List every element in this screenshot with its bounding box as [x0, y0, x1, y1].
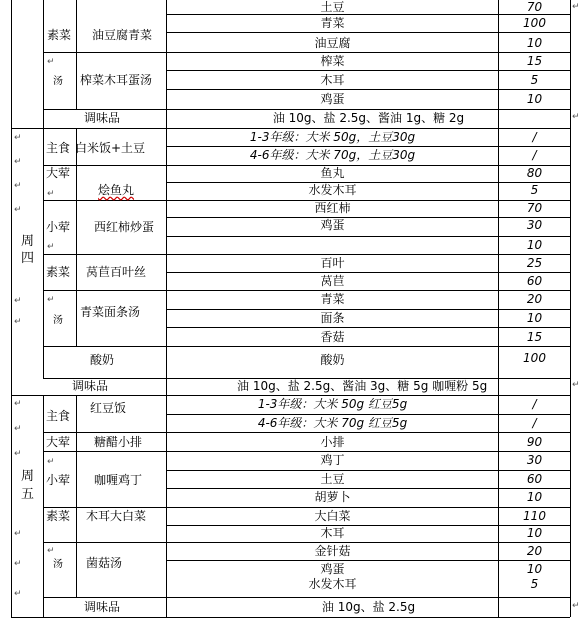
- amount-cell: 30: [526, 218, 543, 232]
- amount-cell: 70: [526, 0, 543, 14]
- amount-cell: /: [532, 416, 537, 430]
- amount-cell: /: [532, 148, 537, 162]
- ingredient-cell: 百叶: [320, 256, 345, 270]
- category-label: 汤: [53, 559, 63, 570]
- ingredient-cell: 西红柿: [314, 201, 351, 215]
- category-label: 汤: [53, 315, 63, 326]
- ingredient-cell: 4-6年级：大米 70g，土豆30g: [249, 148, 416, 162]
- dish-name: 油豆腐青菜: [92, 28, 153, 42]
- amount-cell: 5: [530, 577, 539, 591]
- dish-name: 咖喱鸡丁: [94, 473, 143, 487]
- seasoning-value: 油 10g、盐 2.5g、酱油 3g、糖 5g 咖喱粉 5g: [237, 379, 488, 393]
- paragraph-mark-icon: ↵: [47, 546, 55, 556]
- ingredient-cell: 鸡蛋: [320, 92, 345, 106]
- amount-cell: 5: [530, 183, 539, 197]
- dish-name: 木耳大白菜: [86, 509, 147, 523]
- ingredient-cell: 金针菇: [314, 544, 351, 558]
- ingredient-cell: 鱼丸: [320, 166, 345, 180]
- seasoning-label: 调味品: [84, 600, 121, 614]
- paragraph-mark-icon: ↵: [572, 380, 580, 390]
- dish-name: 烩鱼丸: [98, 183, 135, 197]
- amount-cell: 15: [526, 330, 543, 344]
- paragraph-mark-icon: ↵: [47, 295, 55, 305]
- seasoning-value: 油 10g、盐 2.5g: [321, 600, 416, 614]
- category-label: 汤: [53, 76, 63, 87]
- category-label: 素菜: [46, 265, 71, 279]
- ingredient-cell: 莴苣: [320, 274, 345, 288]
- paragraph-mark-icon: ↵: [14, 296, 22, 306]
- paragraph-mark-icon: ↵: [14, 424, 22, 434]
- paragraph-mark-icon: ↵: [572, 112, 580, 122]
- paragraph-mark-icon: ↵: [14, 181, 22, 191]
- category-label: 大荤: [46, 166, 71, 180]
- ingredient-cell: 鸡丁: [320, 453, 345, 467]
- dish-name: 菌菇汤: [86, 556, 123, 570]
- ingredient-cell: 鸡蛋: [320, 562, 345, 576]
- day-label: 四: [21, 251, 35, 266]
- amount-cell: /: [532, 130, 537, 144]
- paragraph-mark-icon: ↵: [14, 317, 22, 327]
- paragraph-mark-icon: ↵: [47, 189, 55, 199]
- amount-cell: 80: [526, 166, 543, 180]
- dish-name: 青菜面条汤: [80, 305, 141, 319]
- dish-name: 糖醋小排: [94, 435, 143, 449]
- ingredient-cell: 大白菜: [314, 509, 351, 523]
- amount-cell: 10: [526, 311, 543, 325]
- ingredient-cell: 1-3年级：大米 50g，土豆30g: [249, 130, 416, 144]
- paragraph-mark-icon: ↵: [14, 157, 22, 167]
- ingredient-cell: 油豆腐: [314, 36, 351, 50]
- seasoning-label: 调味品: [72, 379, 109, 393]
- ingredient-cell: 榨菜: [320, 54, 345, 68]
- amount-cell: 20: [526, 544, 543, 558]
- paragraph-mark-icon: ↵: [14, 449, 22, 459]
- seasoning-value: 油 10g、盐 2.5g、酱油 1g、糖 2g: [272, 111, 465, 125]
- amount-cell: 10: [526, 490, 543, 504]
- dish-name: 西红柿炒蛋: [94, 220, 155, 234]
- paragraph-mark-icon: ↵: [14, 559, 22, 569]
- ingredient-cell: 木耳: [320, 73, 345, 87]
- paragraph-mark-icon: ↵: [572, 2, 580, 12]
- dish-name: 莴苣百叶丝: [86, 265, 147, 279]
- category-label: 主食: [46, 409, 71, 423]
- amount-cell: /: [532, 397, 537, 411]
- amount-cell: 110: [523, 509, 546, 523]
- amount-cell: 70: [526, 201, 543, 215]
- day-label: 五: [21, 487, 35, 502]
- amount-cell: 90: [526, 435, 543, 449]
- amount-cell: 5: [530, 73, 539, 87]
- ingredient-cell: 胡萝卜: [314, 490, 351, 504]
- ingredient-cell: 1-3年级：大米 50g 红豆5g: [257, 397, 408, 411]
- category-label: 素菜: [47, 28, 72, 42]
- amount-cell: 100: [523, 16, 546, 30]
- ingredient-cell: 青菜: [320, 16, 345, 30]
- ingredient-cell: 酸奶: [320, 353, 345, 367]
- ingredient-cell: 木耳: [320, 526, 345, 540]
- amount-cell: 30: [526, 453, 543, 467]
- paragraph-mark-icon: ↵: [47, 457, 55, 467]
- day-label: 周: [21, 234, 35, 249]
- category-label: 大荤: [46, 435, 71, 449]
- ingredient-cell: 土豆: [320, 472, 345, 486]
- amount-cell: 20: [526, 292, 543, 306]
- paragraph-mark-icon: ↵: [14, 529, 22, 539]
- ingredient-cell: 青菜: [320, 292, 345, 306]
- amount-cell: 60: [526, 274, 543, 288]
- dish-name: 白米饭+土豆: [75, 141, 146, 155]
- amount-cell: 10: [526, 92, 543, 106]
- amount-cell: 10: [526, 238, 543, 252]
- paragraph-mark-icon: ↵: [572, 601, 580, 611]
- paragraph-mark-icon: ↵: [47, 242, 55, 252]
- amount-cell: 10: [526, 562, 543, 576]
- ingredient-cell: 土豆: [320, 0, 345, 14]
- category-label: 小荤: [46, 473, 71, 487]
- amount-cell: 60: [526, 472, 543, 486]
- paragraph-mark-icon: ↵: [14, 399, 22, 409]
- dish-name: 酸奶: [90, 353, 115, 367]
- paragraph-mark-icon: ↵: [47, 57, 55, 67]
- paragraph-mark-icon: ↵: [14, 133, 22, 143]
- dish-name: 红豆饭: [90, 401, 127, 415]
- ingredient-cell: 香菇: [320, 330, 345, 344]
- category-label: 素菜: [46, 509, 71, 523]
- ingredient-cell: 水发木耳: [308, 183, 357, 197]
- seasoning-label: 调味品: [84, 111, 121, 125]
- amount-cell: 100: [523, 351, 546, 365]
- ingredient-cell: 水发木耳: [308, 577, 357, 591]
- day-label: 周: [21, 469, 35, 484]
- ingredient-cell: 小排: [320, 435, 345, 449]
- ingredient-cell: 4-6年级：大米 70g 红豆5g: [257, 416, 408, 430]
- ingredient-cell: 鸡蛋: [320, 218, 345, 232]
- ingredient-cell: 面条: [320, 311, 345, 325]
- paragraph-mark-icon: ↵: [14, 205, 22, 215]
- category-label: 小荤: [46, 220, 71, 234]
- category-label: 主食: [46, 141, 71, 155]
- amount-cell: 10: [526, 36, 543, 50]
- amount-cell: 25: [526, 256, 543, 270]
- amount-cell: 10: [526, 526, 543, 540]
- dish-name: 榨菜木耳蛋汤: [80, 73, 153, 87]
- amount-cell: 15: [526, 54, 543, 68]
- paragraph-mark-icon: ↵: [14, 589, 22, 599]
